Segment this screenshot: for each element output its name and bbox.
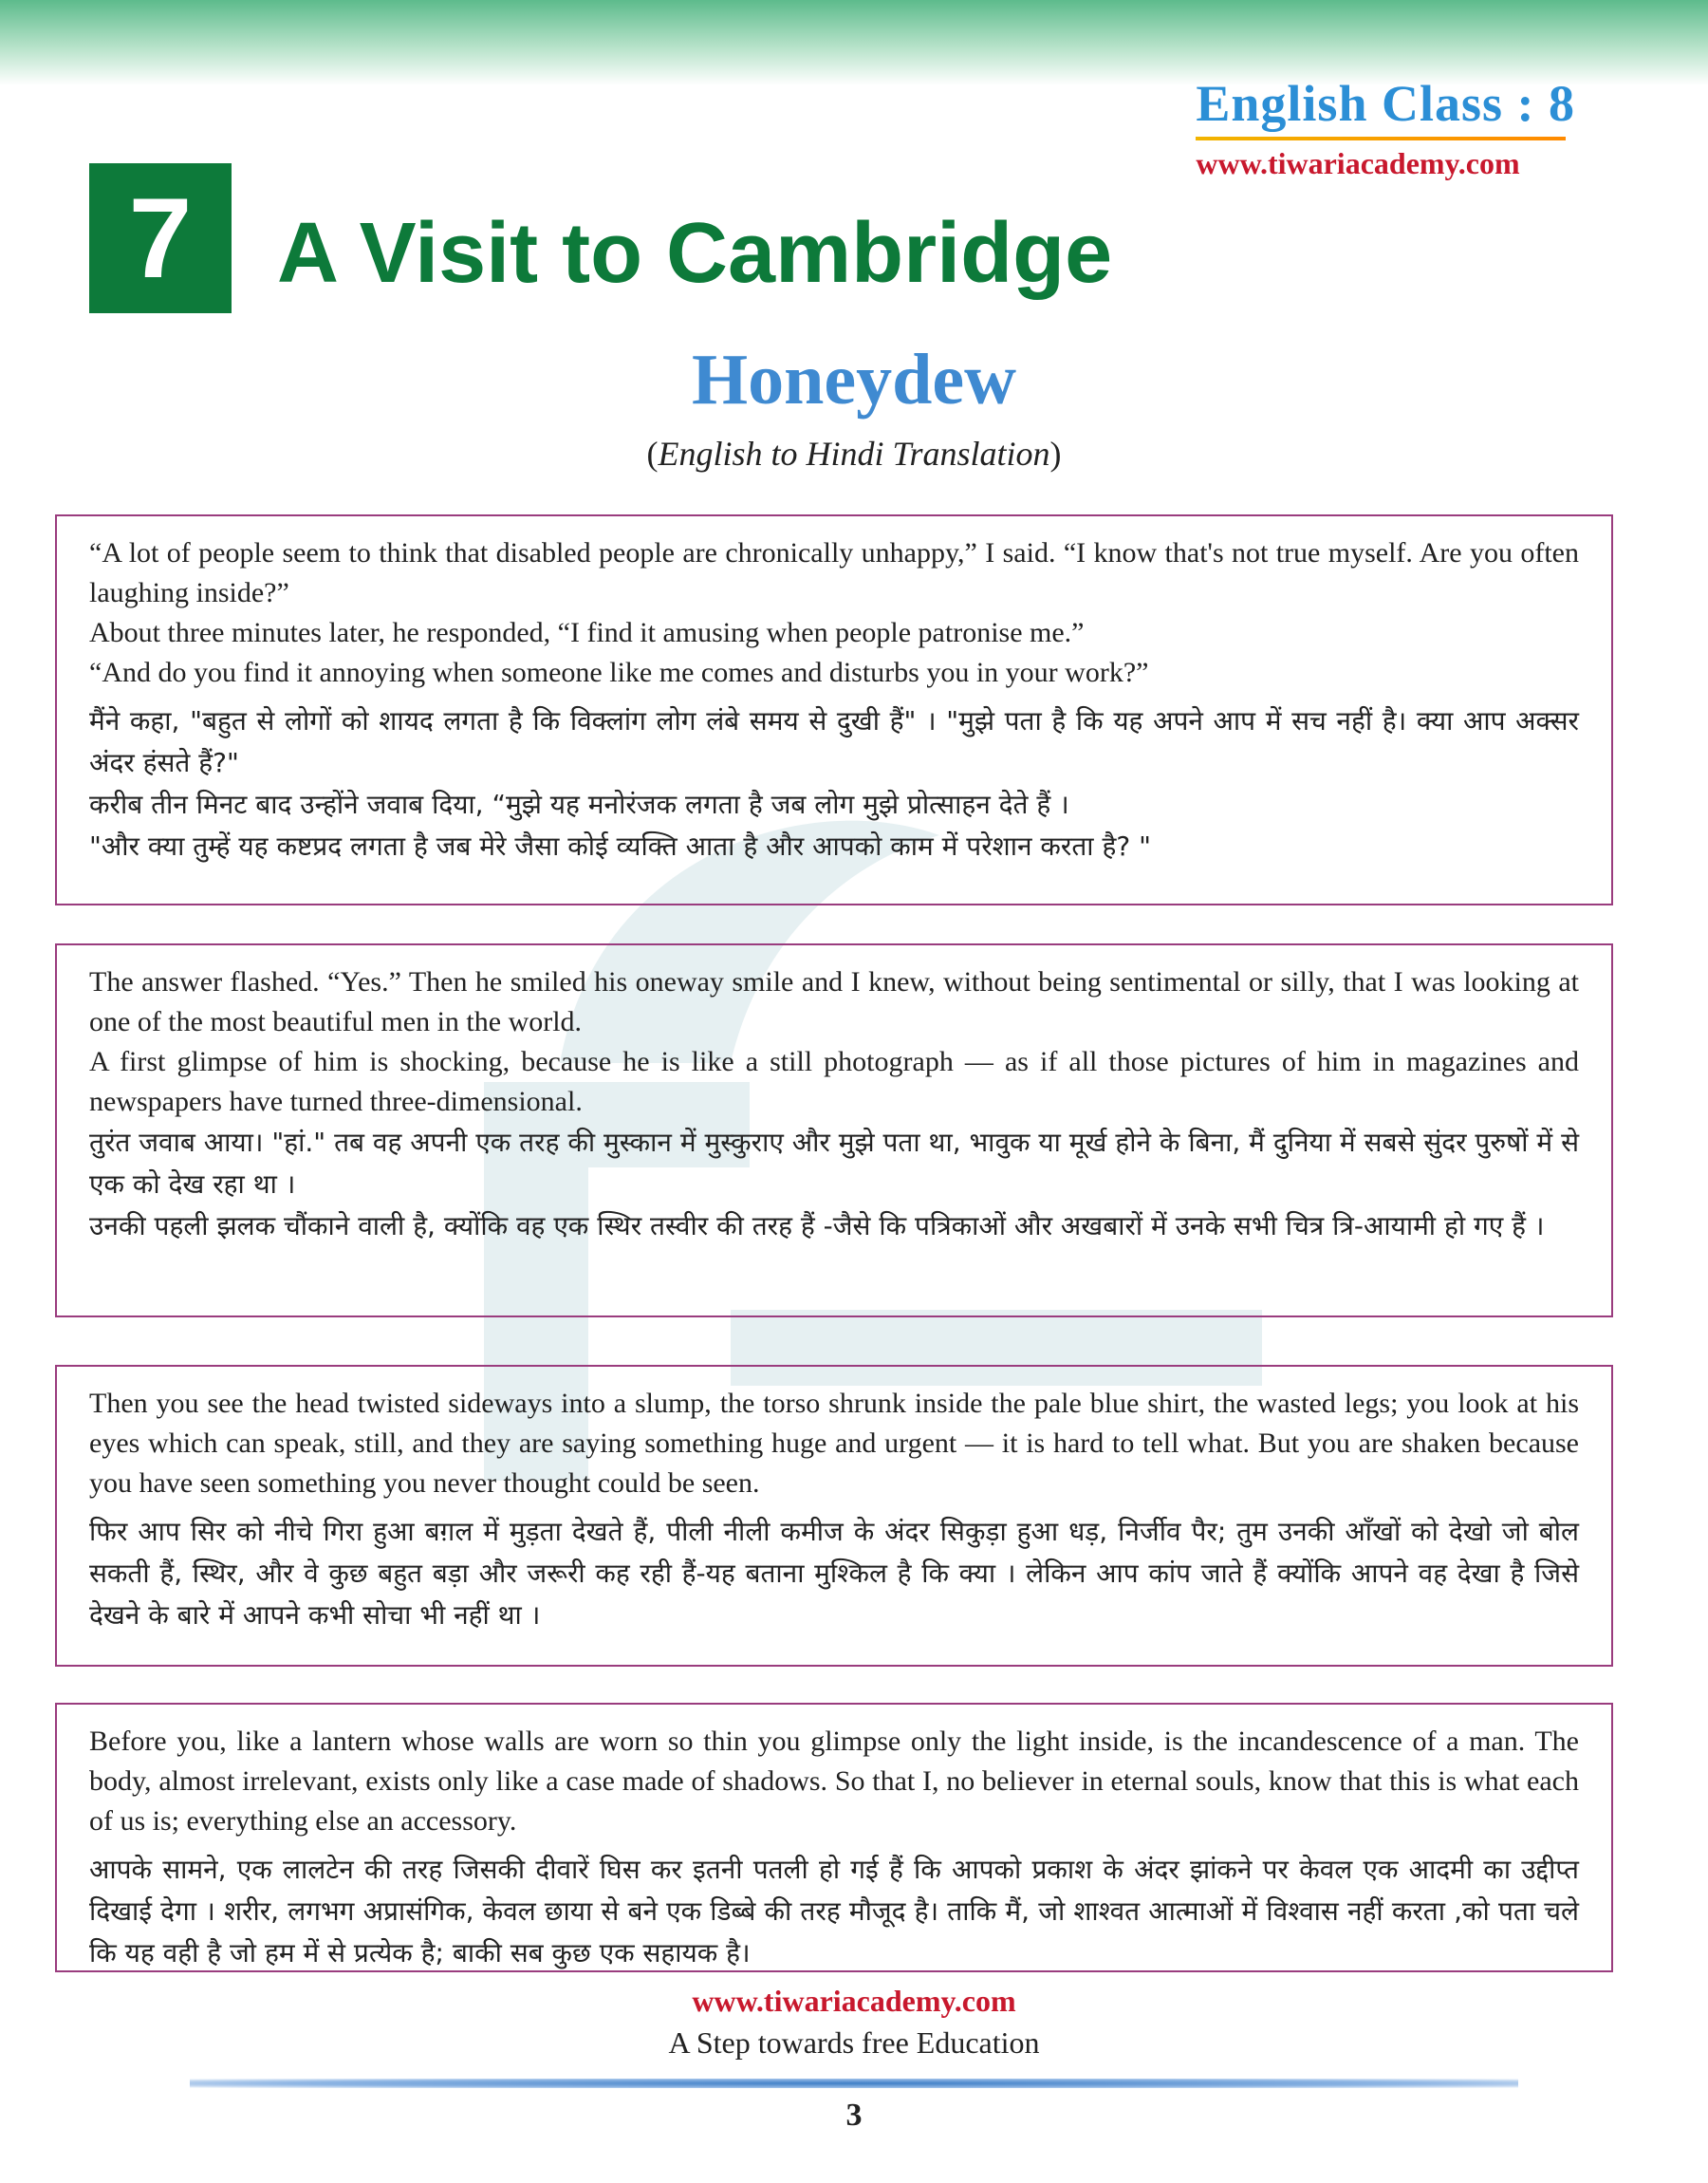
page-number: 3 <box>845 2098 863 2133</box>
subtitle-close-paren: ) <box>1049 435 1062 473</box>
chapter-title: A Visit to Cambridge <box>277 206 1113 301</box>
section-box-4 <box>55 1703 1613 1972</box>
header-brand <box>1196 75 1575 180</box>
english-paragraph: Then you see the head twisted sideways into a slump, the torso shrunk inside the pale blue shirt, the wasted legs; you look at his eyes which can speak, still, and they are saying something huge and urgent — it is hard to tell what. But you are shaken because you have seen something you never thought could be seen. <box>89 1388 1579 1499</box>
hindi-paragraph: करीब तीन मिनट बाद उन्होंने जवाब दिया, “मुझे यह मनोरंजक लगता है जब लोग मुझे प्रोत्साहन देते हैं । <box>89 789 1069 820</box>
subtitle-open-paren: ( <box>646 435 659 473</box>
hindi-paragraph: "और क्या तुम्हें यह कष्टप्रद लगता है जब मेरे जैसा कोई व्यक्ति आता है और आपको काम में परेशान करता है? " <box>89 830 1151 862</box>
subtitle-text: English to Hindi Translation <box>658 435 1050 473</box>
english-paragraph: Before you, like a lantern whose walls are worn so thin you glimpse only the light inside, is the incandescence of a man. The body, almost irrelevant, exists only like a case made of shadows. So that I, no believer in eternal souls, know that this is what each of us is; everything else an accessory. <box>89 1726 1579 1837</box>
section-box-2 <box>55 943 1613 1317</box>
hindi-paragraph: आपके सामने, एक लालटेन की तरह जिसकी दीवारें घिस कर इतनी पतली हो गई हैं कि आपको प्रकाश के अंदर झांकने पर केवल एक आदमी का उद्दीप्त दिखाई देगा । शरीर, लगभग अप्रासंगिक, केवल छाया से बने एक डिब्बे की तरह मौजूद है। ताकि मैं, जो शाश्वत आत्माओं में विश्वास नहीं करता ,को पता चले कि यह वही है जो हम में से प्रत्येक है; बाकी सब कुछ एक सहायक है। <box>89 1854 1579 1968</box>
subtitle <box>0 437 1708 471</box>
top-gradient-band <box>0 0 1708 85</box>
hindi-paragraph: उनकी पहली झलक चौंकाने वाली है, क्योंकि वह एक स्थिर तस्वीर की तरह हैं -जैसे कि पत्रिकाओं और अखबारों में उनके सभी चित्र त्रि-आयामी हो गए हैं । <box>89 1210 1545 1241</box>
section-box-1 <box>55 514 1613 905</box>
book-title: Honeydew <box>692 340 1016 420</box>
hindi-paragraph: मैंने कहा, "बहुत से लोगों को शायद लगता है कि विक्लांग लोग लंबे समय से दुखी हैं" । "मुझे पता है कि यह अपने आप में सच नहीं है। क्या आप अक्सर अंदर हंसते हैं?" <box>89 705 1579 778</box>
hindi-paragraph: तुरंत जवाब आया। "हां." तब वह अपनी एक तरह की मुस्कान में मुस्कुराए और मुझे पता था, भावुक या मूर्ख होने के बिना, मैं दुनिया में सबसे सुंदर पुरुषों में से एक को देख रहा था । <box>89 1127 1579 1200</box>
section-box-3 <box>55 1365 1613 1667</box>
english-paragraph: About three minutes later, he responded, “I find it amusing when people patronise me.” <box>89 617 1085 648</box>
hindi-paragraph: फिर आप सिर को नीचे गिरा हुआ बग़ल में मुड़ता देखते हैं, पीली नीली कमीज के अंदर सिकुड़ा हुआ धड़, निर्जीव पैर; तुम उनकी आँखों को देखो जो बोल सकती हैं, स्थिर, और वे कुछ बहुत बड़ा और जरूरी कह रही हैं-यह बताना मुश्किल है कि क्या । लेकिन आप कांप जाते हैं क्योंकि आपने वह देखा है जिसे देखने के बारे में आपने कभी सोचा भी नहीं था । <box>89 1516 1579 1631</box>
footer-tagline: A Step towards free Education <box>668 2025 1040 2060</box>
footer-url[interactable]: www.tiwariacademy.com <box>692 1984 1016 2018</box>
footer-divider <box>190 2079 1518 2088</box>
chapter-number-badge: 7 <box>89 163 232 313</box>
english-paragraph: “A lot of people seem to think that disabled people are chronically unhappy,” I said. “I know that's not true myself. Are you often laughing inside?” <box>89 537 1579 608</box>
brand-title: English Class : 8 <box>1196 75 1575 132</box>
english-paragraph: A first glimpse of him is shocking, because he is like a still photograph — as if all those pictures of him in magazines and newspapers have turned three-dimensional. <box>89 1046 1579 1117</box>
english-paragraph: “And do you find it annoying when someone like me comes and disturbs you in your work?” <box>89 657 1149 688</box>
english-paragraph: The answer flashed. “Yes.” Then he smiled his oneway smile and I knew, without being sentimental or silly, that I was looking at one of the most beautiful men in the world. <box>89 966 1579 1037</box>
brand-underline <box>1196 137 1566 140</box>
brand-url[interactable]: www.tiwariacademy.com <box>1196 146 1520 180</box>
